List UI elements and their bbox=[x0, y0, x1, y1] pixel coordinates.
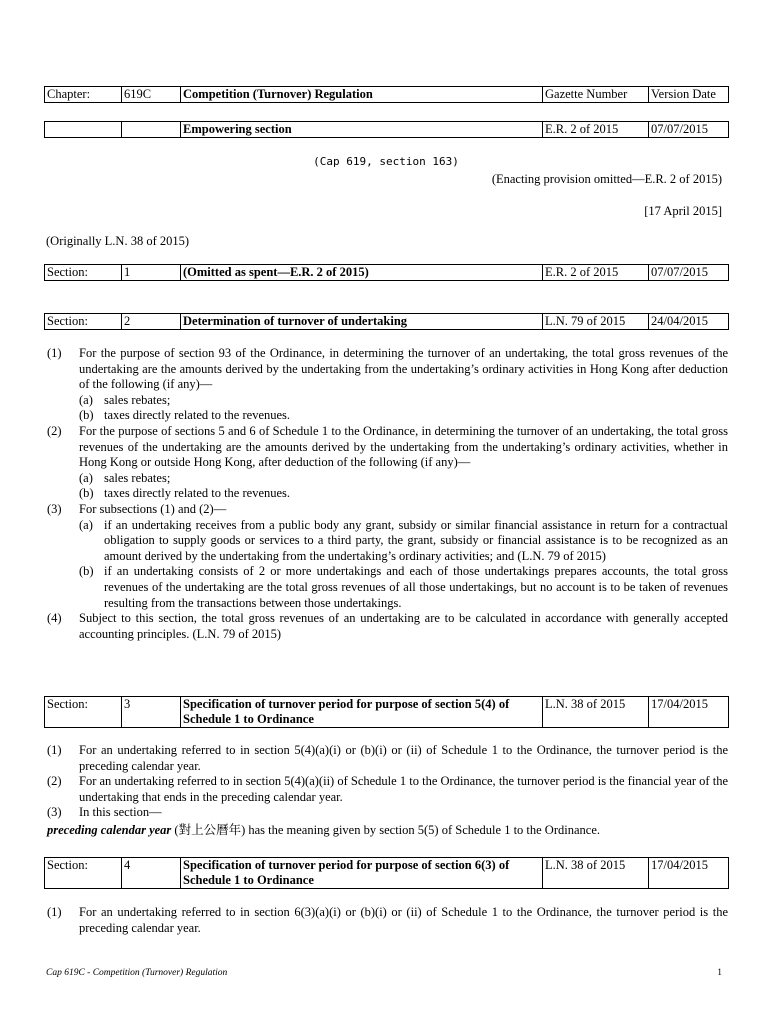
paragraph-number: (b) bbox=[79, 486, 94, 501]
section-date: 07/07/2015 bbox=[649, 265, 729, 281]
gazette-number-header: Gazette Number bbox=[543, 87, 649, 103]
paragraph-text: if an undertaking receives from a public body any grant, subsidy or similar financial assistance in return for a contractual obligation to supply goods or services to a third party, the grant, subsidy or financial assistance is to be recognized as an amount derived by the undertaking from the undertaking’s ordinary activities; and (L.N. 79 of 2015) bbox=[104, 517, 728, 563]
enacting-provision-note: (Enacting provision omitted—E.R. 2 of 2015) bbox=[491, 172, 722, 186]
paragraph-number: (b) bbox=[79, 408, 94, 423]
paragraph-a bbox=[44, 393, 728, 409]
section-2-header bbox=[44, 313, 729, 330]
subsection-text: For the purpose of sections 5 and 6 of Schedule 1 to the Ordinance, in determining the turnover of an undertaking, the total gross revenues of the undertaking are the amounts derived by the undertaking from the undertaking’s ordinary activities, whether in Hong Kong or outside Hong Kong, after deduction of the following (if any)— bbox=[79, 423, 728, 470]
document-page bbox=[44, 0, 728, 1024]
section-2-body bbox=[44, 346, 728, 642]
section-label: Section: bbox=[45, 265, 122, 281]
originally-note: (Originally L.N. 38 of 2015) bbox=[46, 234, 190, 248]
cap-reference: (Cap 619, section 163) bbox=[313, 155, 459, 168]
subsection-text: Subject to this section, the total gross revenues of an undertaking are to be calculated in accordance with generally accepted accounting principles. (L.N. 79 of 2015) bbox=[79, 611, 728, 641]
definition bbox=[44, 823, 728, 839]
paragraph-b bbox=[44, 564, 728, 611]
subsection-number: (1) bbox=[47, 743, 62, 757]
section-3-header bbox=[44, 696, 729, 728]
section-title: Specification of turnover period for purpose of section 6(3) of Schedule 1 to Ordinance bbox=[181, 858, 543, 889]
paragraph-a bbox=[44, 471, 728, 487]
section-label: Section: bbox=[45, 697, 122, 728]
regulation-title: Competition (Turnover) Regulation bbox=[181, 87, 543, 103]
paragraph-number: (a) bbox=[79, 392, 93, 407]
subsection-text: For the purpose of section 93 of the Ordinance, in determining the turnover of an undertaking, the total gross revenues of the undertaking are the amounts derived by the undertaking from the undertaking’s ordinary activities in Hong Kong after deduction of the following (if any)— bbox=[79, 346, 728, 392]
section-number: 4 bbox=[122, 858, 181, 889]
page-footer bbox=[46, 968, 722, 978]
definition-text: (對上公曆年) has the meaning given by section 5(5) of Schedule 1 to the Ordinance. bbox=[171, 822, 600, 837]
subsection-1 bbox=[44, 905, 728, 936]
empowering-section-title: Empowering section bbox=[181, 122, 543, 138]
subsection-text: For an undertaking referred to in section 5(4)(a)(i) or (b)(i) or (ii) of Schedule 1 to the Ordinance, the turnover period is the preceding calendar year. bbox=[79, 743, 728, 773]
section-gazette: E.R. 2 of 2015 bbox=[543, 265, 649, 281]
section-number: 3 bbox=[122, 697, 181, 728]
version-date-header: Version Date bbox=[649, 87, 729, 103]
subsection-3 bbox=[44, 805, 728, 821]
empowering-date: 07/07/2015 bbox=[649, 122, 729, 138]
page-number: 1 bbox=[717, 968, 722, 978]
commencement-date: [17 April 2015] bbox=[644, 204, 722, 218]
section-number: 1 bbox=[122, 265, 181, 281]
section-title: Determination of turnover of undertaking bbox=[181, 314, 543, 330]
defined-term: preceding calendar year bbox=[47, 822, 172, 837]
empowering-section-table bbox=[44, 121, 729, 138]
section-title: Specification of turnover period for purpose of section 5(4) of Schedule 1 to Ordinance bbox=[181, 697, 543, 728]
chapter-label: Chapter: bbox=[45, 87, 122, 103]
subsection-number: (3) bbox=[47, 805, 62, 820]
subsection-text: For subsections (1) and (2)— bbox=[79, 501, 227, 516]
section-gazette: L.N. 38 of 2015 bbox=[543, 697, 649, 728]
section-4-body bbox=[44, 905, 728, 936]
paragraph-text: if an undertaking consists of 2 or more undertakings and each of those undertakings prepares accounts, the total gross revenues of the undertaking are the total gross revenues of all those undertakings, but no account is to be taken of revenues resulting from the transactions between those undertakings. bbox=[104, 564, 728, 610]
paragraph-a bbox=[44, 518, 728, 565]
section-1-header bbox=[44, 264, 729, 281]
chapter-header-table bbox=[44, 86, 729, 103]
paragraph-text: sales rebates; bbox=[104, 392, 171, 407]
subsection-text: In this section— bbox=[79, 805, 162, 820]
paragraph-number: (a) bbox=[79, 470, 93, 485]
chapter-number: 619C bbox=[122, 87, 181, 103]
section-date: 17/04/2015 bbox=[649, 858, 729, 889]
subsection-2 bbox=[44, 424, 728, 471]
section-3-body bbox=[44, 743, 728, 839]
section-label: Section: bbox=[45, 314, 122, 330]
paragraph-text: taxes directly related to the revenues. bbox=[104, 408, 291, 423]
subsection-4 bbox=[44, 611, 728, 642]
subsection-text: For an undertaking referred to in section 5(4)(a)(ii) of Schedule 1 to the Ordinance, the turnover period is the financial year of the undertaking that ends in the preceding calendar year. bbox=[79, 774, 728, 804]
subsection-number: (2) bbox=[47, 774, 62, 789]
section-gazette: L.N. 38 of 2015 bbox=[543, 858, 649, 889]
footer-title: Cap 619C - Competition (Turnover) Regulation bbox=[46, 968, 228, 978]
subsection-number: (3) bbox=[47, 501, 62, 516]
paragraph-number: (b) bbox=[79, 564, 94, 579]
paragraph-text: taxes directly related to the revenues. bbox=[104, 486, 291, 501]
section-label: Section: bbox=[45, 858, 122, 889]
empowering-gazette: E.R. 2 of 2015 bbox=[543, 122, 649, 138]
subsection-number: (4) bbox=[47, 611, 62, 626]
subsection-number: (1) bbox=[47, 905, 62, 919]
subsection-1 bbox=[44, 346, 728, 393]
empty-cell bbox=[122, 122, 181, 138]
subsection-1 bbox=[44, 743, 728, 774]
section-date: 17/04/2015 bbox=[649, 697, 729, 728]
section-date: 24/04/2015 bbox=[649, 314, 729, 330]
subsection-3 bbox=[44, 502, 728, 518]
subsection-2 bbox=[44, 774, 728, 805]
paragraph-text: sales rebates; bbox=[104, 470, 171, 485]
paragraph-b bbox=[44, 408, 728, 424]
section-title: (Omitted as spent—E.R. 2 of 2015) bbox=[181, 265, 543, 281]
section-gazette: L.N. 79 of 2015 bbox=[543, 314, 649, 330]
section-4-header bbox=[44, 857, 729, 889]
section-number: 2 bbox=[122, 314, 181, 330]
subsection-text: For an undertaking referred to in section 6(3)(a)(i) or (b)(i) or (ii) of Schedule 1 to the Ordinance, the turnover period is the preceding calendar year. bbox=[79, 905, 728, 935]
empty-cell bbox=[45, 122, 122, 138]
paragraph-b bbox=[44, 486, 728, 502]
subsection-number: (2) bbox=[47, 423, 62, 438]
paragraph-number: (a) bbox=[79, 517, 93, 532]
subsection-number: (1) bbox=[47, 346, 62, 360]
